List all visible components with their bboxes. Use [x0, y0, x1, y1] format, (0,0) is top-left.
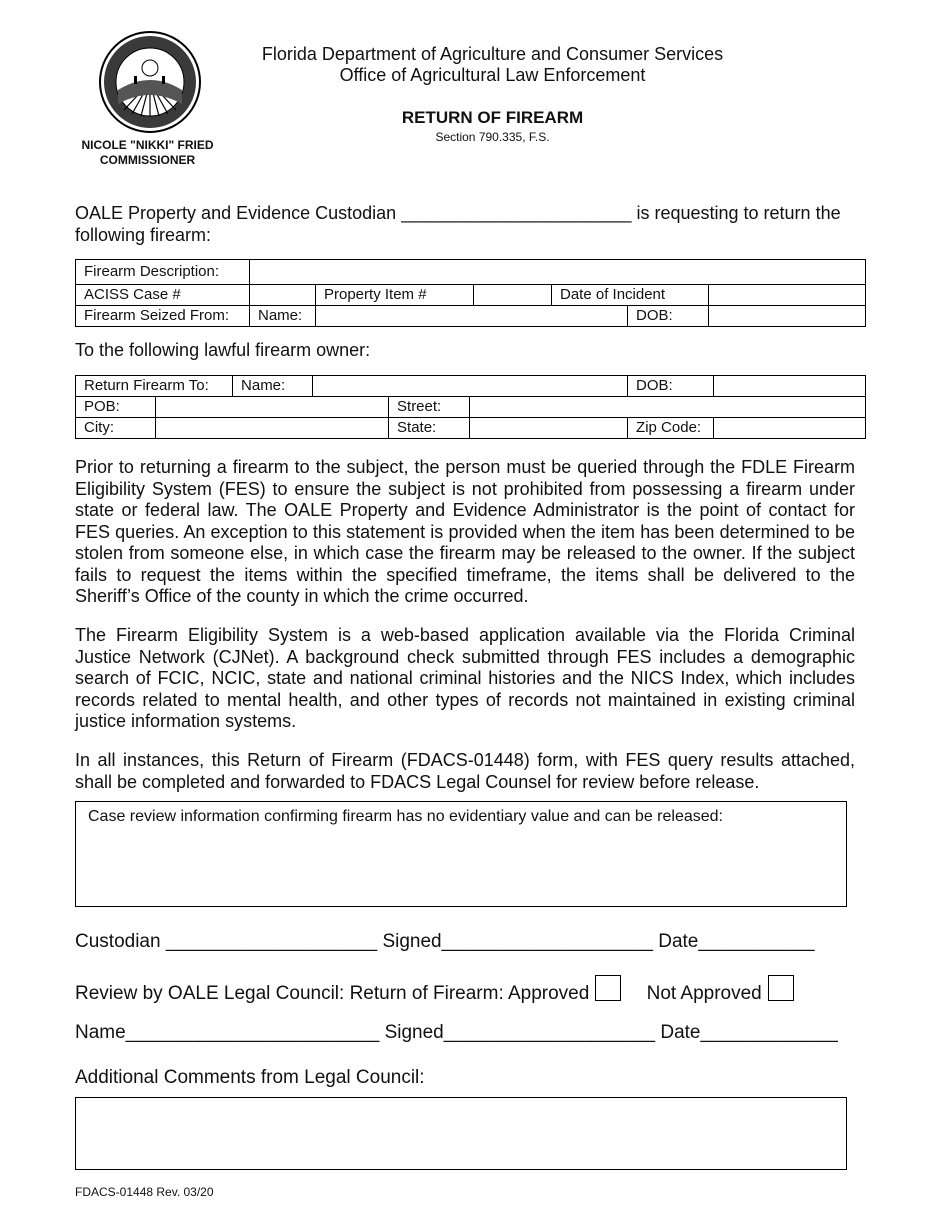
owner-table	[75, 375, 866, 439]
city-field[interactable]	[156, 418, 389, 439]
city-label: City:	[76, 418, 156, 439]
seized-dob-field[interactable]	[709, 306, 866, 327]
state-seal	[98, 30, 202, 134]
aciss-case-label: ACISS Case #	[76, 285, 250, 306]
property-item-label: Property Item #	[316, 285, 474, 306]
intro-text	[75, 202, 865, 246]
fes-description-paragraph: The Firearm Eligibility System is a web-based application available via the Florida Criminal Justice Network (CJNet). A background check submitted through FES includes a demographic search of FCIC, NCIC, state and national criminal histories and the NICS Index, which includes records related to mental health, and other types of records not maintained in existing criminal justice information systems.	[75, 625, 855, 731]
property-item-field[interactable]	[474, 285, 552, 306]
return-to-label: Return Firearm To:	[76, 376, 233, 397]
custodian-signature-line[interactable]: Custodian ____________________ Signed____________________ Date___________	[75, 931, 815, 952]
case-review-box[interactable]	[75, 801, 847, 907]
table-row	[76, 260, 866, 285]
intro-part1: OALE Property and Evidence Custodian	[75, 203, 397, 223]
legal-review-line	[75, 975, 794, 1005]
state-label: State:	[389, 418, 470, 439]
comments-box[interactable]	[75, 1097, 847, 1170]
office-name: Office of Agricultural Law Enforcement	[339, 65, 646, 85]
table-row	[76, 306, 866, 327]
firearm-description-label: Firearm Description:	[76, 260, 250, 285]
owner-name-field[interactable]	[313, 376, 628, 397]
legal-review-label: Review by OALE Legal Council: Return of Firearm: Approved	[75, 983, 590, 1004]
seized-dob-label: DOB:	[628, 306, 709, 327]
seized-name-label: Name:	[250, 306, 316, 327]
comments-label: Additional Comments from Legal Council:	[75, 1067, 425, 1088]
pob-label: POB:	[76, 397, 156, 418]
table-row	[76, 376, 866, 397]
owner-dob-label: DOB:	[628, 376, 714, 397]
intro-part2: is requesting to return the following firearm:	[75, 203, 841, 245]
approved-checkbox[interactable]	[595, 975, 621, 1001]
seized-from-label: Firearm Seized From:	[76, 306, 250, 327]
case-review-label: Case review information confirming firearm has no evidentiary value and can be released:	[88, 808, 723, 825]
pob-field[interactable]	[156, 397, 389, 418]
street-label: Street:	[389, 397, 470, 418]
street-field[interactable]	[470, 397, 866, 418]
state-field[interactable]	[470, 418, 628, 439]
table-row	[76, 285, 866, 306]
state-seal-icon	[98, 30, 202, 134]
aciss-case-field[interactable]	[250, 285, 316, 306]
legal-signature-line[interactable]: Name________________________ Signed____________________ Date_____________	[75, 1022, 838, 1043]
firearm-table	[75, 259, 866, 327]
date-of-incident-field[interactable]	[709, 285, 866, 306]
agency-name: Florida Department of Agriculture and Consumer Services	[261, 44, 724, 64]
form-title: RETURN OF FIREARM	[401, 108, 584, 127]
commissioner-name: NICOLE "NIKKI" FRIED	[81, 138, 214, 152]
commissioner-title: COMMISSIONER	[99, 153, 196, 167]
table-row	[76, 397, 866, 418]
not-approved-label: Not Approved	[646, 983, 762, 1004]
zip-code-label: Zip Code:	[628, 418, 714, 439]
firearm-description-field[interactable]	[250, 260, 866, 285]
agency-heading	[230, 44, 755, 86]
custodian-blank[interactable]: _______________________	[401, 203, 632, 223]
owner-heading: To the following lawful firearm owner:	[75, 340, 371, 360]
not-approved-checkbox[interactable]	[768, 975, 794, 1001]
fes-requirement-paragraph: Prior to returning a firearm to the subject, the person must be queried through the FDLE Firearm Eligibility System (FES) to ensure the subject is not prohibited from possessing a firearm under state or federal law. The OALE Property and Evidence Administrator is the point of contact for FES queries. An exception to this statement is provided when the item has been determined to be stolen from someone else, in which case the firearm may be released to the owner. If the subject fails to request the items within the specified timeframe, the items shall be delivered to the Sheriff’s Office of the county in which the crime occurred.	[75, 457, 855, 606]
date-of-incident-label: Date of Incident	[552, 285, 709, 306]
form-number: FDACS-01448 Rev. 03/20	[75, 1185, 214, 1199]
seized-name-field[interactable]	[316, 306, 628, 327]
table-row	[76, 418, 866, 439]
commissioner-block	[70, 138, 225, 168]
forwarding-instructions-paragraph: In all instances, this Return of Firearm (FDACS-01448) form, with FES query results attached, shall be completed and forwarded to FDACS Legal Counsel for review before release.	[75, 750, 855, 792]
statute-section: Section 790.335, F.S.	[435, 130, 550, 144]
zip-code-field[interactable]	[714, 418, 866, 439]
owner-name-label: Name:	[233, 376, 313, 397]
owner-dob-field[interactable]	[714, 376, 866, 397]
